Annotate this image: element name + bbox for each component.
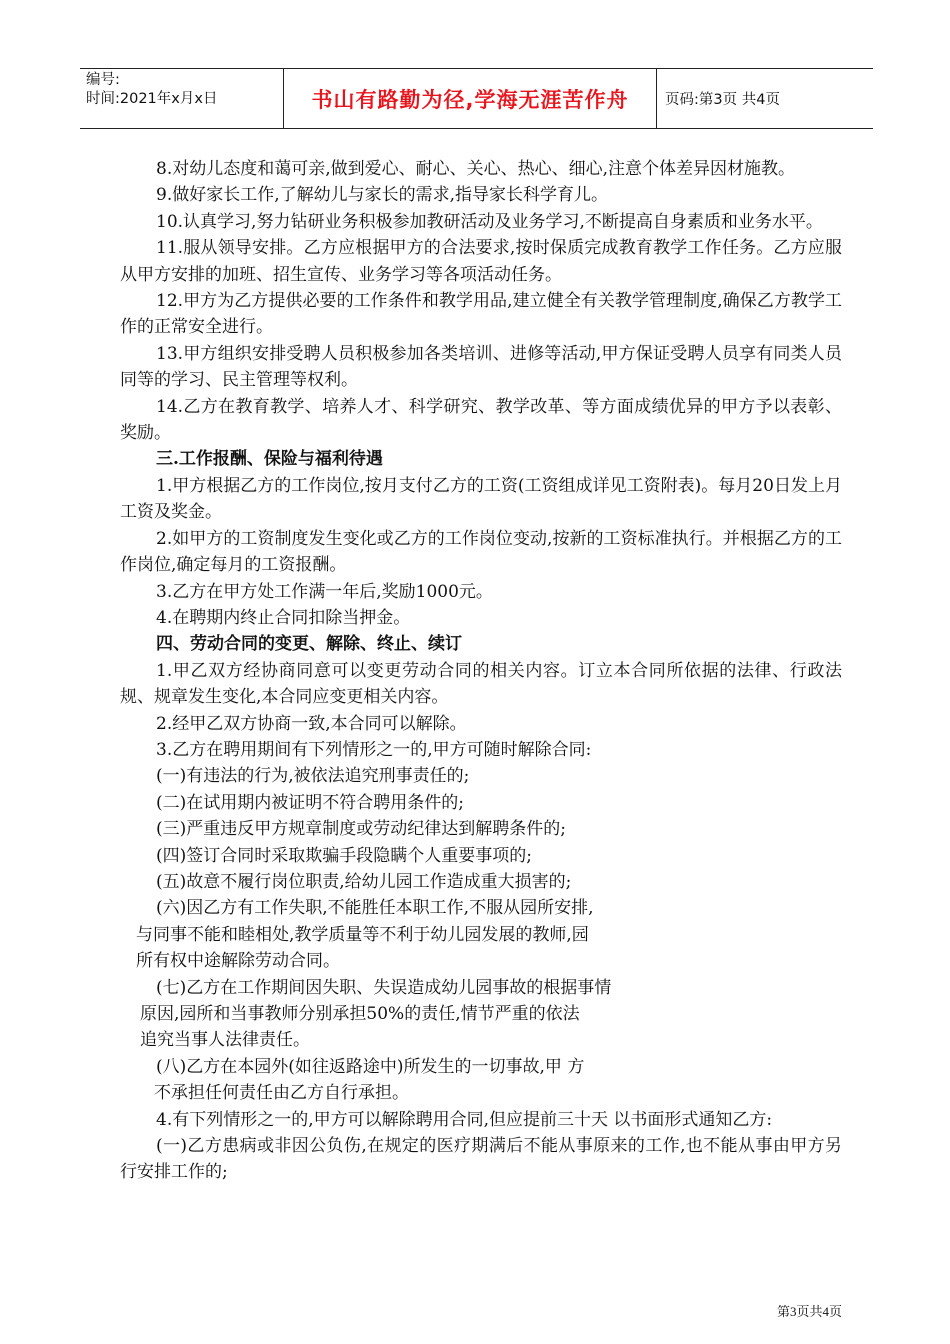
header-motto: 书山有路勤为径,学海无涯苦作舟: [284, 69, 657, 128]
section-4-item-1: 1.甲乙双方经协商同意可以变更劳动合同的相关内容。订立本合同所依据的法律、行政法规、规章发生变化,本合同应变更相关内容。: [120, 660, 842, 708]
termination-case-8-line-1: (八)乙方在本园外(如往返路途中)所发生的一切事故,甲 方: [156, 1056, 585, 1077]
termination-case-6-line-3: 所有权中途解除劳动合同。: [136, 951, 340, 972]
section-4-item-3: 3.乙方在聘用期间有下列情形之一的,甲方可随时解除合同:: [156, 739, 592, 760]
termination-case-6-line-1: (六)因乙方有工作失职,不能胜任本职工作,不服从园所安排,: [156, 898, 594, 919]
section-3-item-3: 3.乙方在甲方处工作满一年后,奖励1000元。: [156, 581, 493, 602]
section-4-item-4: 4.有下列情形之一的,甲方可以解除聘用合同,但应提前三十天 以书面形式通知乙方:: [156, 1109, 773, 1130]
header-page-number: 页码:第3页 共4页: [665, 92, 780, 108]
termination-case-4: (四)签订合同时采取欺骗手段隐瞒个人重要事项的;: [156, 845, 532, 866]
termination-case-7-line-1: (七)乙方在工作期间因失职、失误造成幼儿园事故的根据事情: [156, 977, 612, 998]
clause-10: 10.认真学习,努力钻研业务积极参加教研活动及业务学习,不断提高自身素质和业务水平。: [156, 211, 823, 232]
page-footer: 第3页共4页: [776, 1304, 842, 1319]
termination-case-8-line-2: 不承担任何责任由乙方自行承担。: [154, 1083, 409, 1104]
termination-case-2: (二)在试用期内被证明不符合聘用条件的;: [156, 792, 464, 813]
termination-case-6-line-2: 与同事不能和睦相处,教学质量等不利于幼儿园发展的教师,园: [136, 924, 589, 945]
termination-case-1: (一)有违法的行为,被依法追究刑事责任的;: [156, 766, 470, 787]
clause-11: 11.服从领导安排。乙方应根据甲方的合法要求,按时保质完成教育教学工作任务。乙方应服从甲方安排的加班、招生宣传、业务学习等各项活动任务。: [120, 238, 842, 285]
notice-case-1: (一)乙方患病或非因公负伤,在规定的医疗期满后不能从事原来的工作,也不能从事由甲方另行安排工作的;: [120, 1136, 842, 1183]
section-3-heading: 三.工作报酬、保险与福利待遇: [156, 449, 383, 470]
page-header: [80, 68, 873, 129]
termination-case-7-line-3: 追究当事人法律责任。: [140, 1030, 310, 1051]
header-info-cell: [80, 69, 284, 128]
termination-case-3: (三)严重违反甲方规章制度或劳动纪律达到解聘条件的;: [156, 819, 566, 840]
document-body: [120, 156, 842, 1186]
section-4-heading: 四、劳动合同的变更、解除、终止、续订: [156, 634, 462, 655]
document-date-label: 时间:2021年x月x日: [86, 91, 218, 107]
document-number-label: 编号:: [86, 72, 120, 88]
section-3-item-4: 4.在聘期内终止合同扣除当押金。: [156, 607, 411, 628]
clause-13: 13.甲方组织安排受聘人员积极参加各类培训、进修等活动,甲方保证受聘人员享有同类人员同等的学习、民主管理等权利。: [120, 343, 842, 391]
clause-8: 8.对幼儿态度和蔼可亲,做到爱心、耐心、关心、热心、细心,注意个体差异因材施教。: [156, 159, 796, 179]
termination-case-7-line-2: 原因,园所和当事教师分别承担50%的责任,情节严重的依法: [140, 1004, 580, 1024]
section-3-item-1: 1.甲方根据乙方的工作岗位,按月支付乙方的工资(工资组成详见工资附表)。每月20日发上月工资及奖金。: [120, 475, 842, 523]
termination-case-5: (五)故意不履行岗位职责,给幼儿园工作造成重大损害的;: [156, 871, 572, 892]
clause-9: 9.做好家长工作,了解幼儿与家长的需求,指导家长科学育儿。: [156, 185, 609, 206]
clause-14: 14.乙方在教育教学、培养人才、科学研究、教学改革、等方面成绩优异的甲方予以表彰、奖励。: [120, 396, 842, 444]
section-4-item-2: 2.经甲乙双方协商一致,本合同可以解除。: [156, 713, 467, 734]
section-3-item-2: 2.如甲方的工资制度发生变化或乙方的工作岗位变动,按新的工资标准执行。并根据乙方的工作岗位,确定每月的工资报酬。: [120, 528, 842, 576]
clause-12: 12.甲方为乙方提供必要的工作条件和教学用品,建立健全有关教学管理制度,确保乙方教学工作的正常安全进行。: [120, 291, 842, 338]
